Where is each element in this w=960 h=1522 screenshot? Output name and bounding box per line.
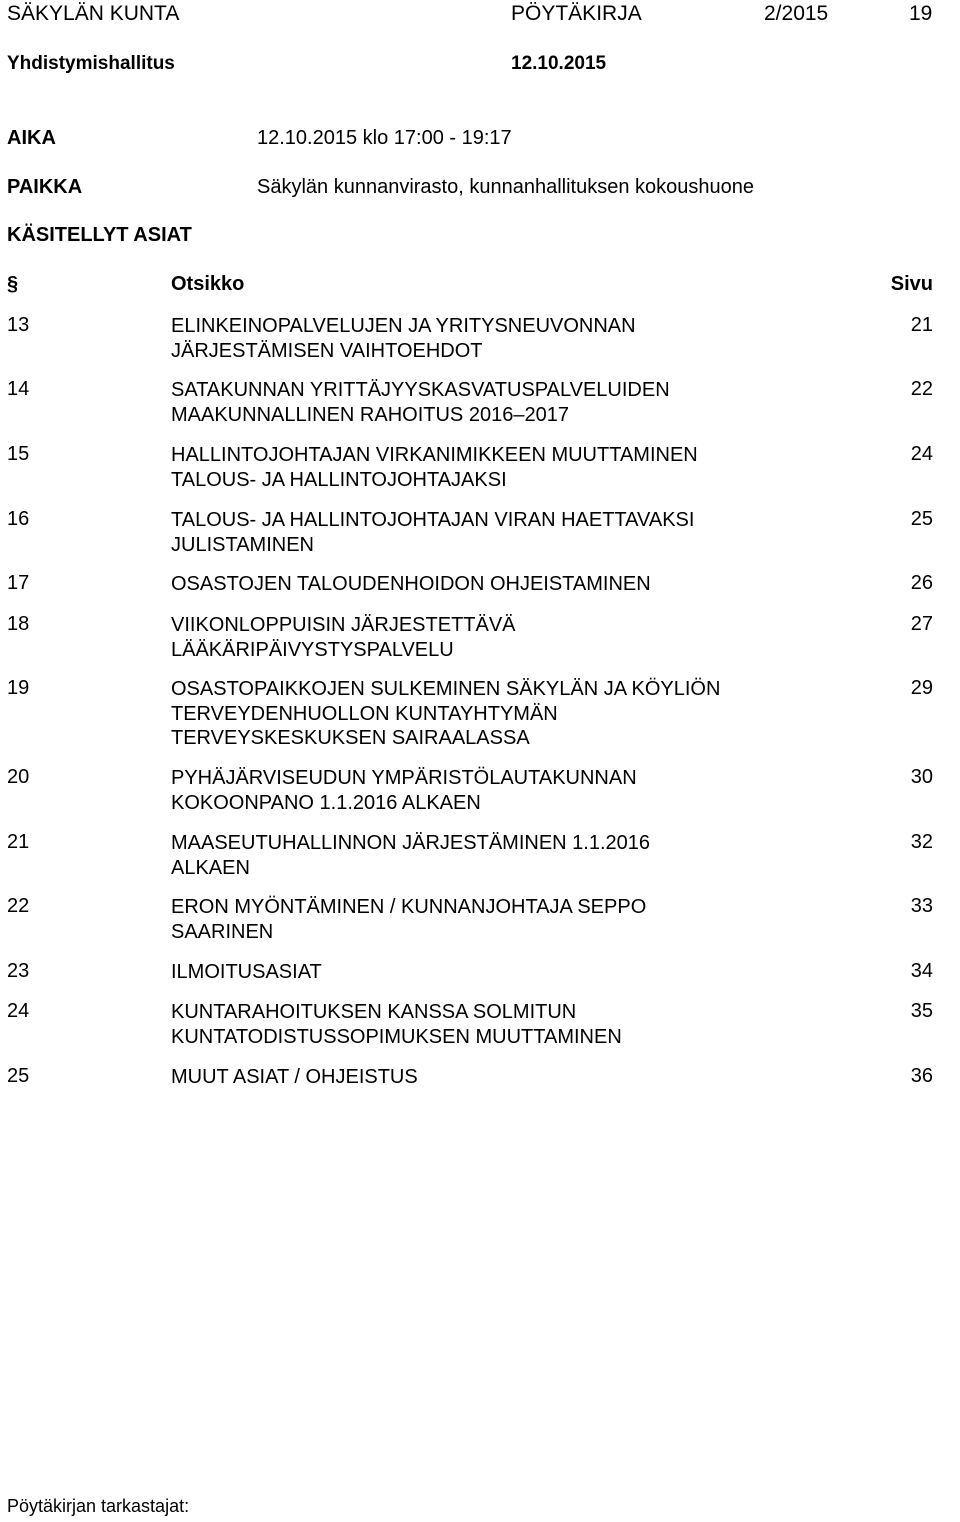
col-header-number: § [7,273,19,295]
row-title: ELINKEINOPALVELUJEN JA YRITYSNEUVONNAN JÄRJESTÄMISEN VAIHTOEHDOT [171,315,636,362]
col-header-title: Otsikko [171,273,245,295]
row-number: 19 [7,677,30,699]
row-number: 17 [7,572,30,594]
row-page: 34 [910,960,933,982]
place-label: PAIKKA [7,176,83,198]
row-page: 27 [910,613,933,635]
col-header-page: Sivu [890,273,933,295]
row-title: PYHÄJÄRVISEUDUN YMPÄRISTÖLAUTAKUNNAN KOKOONPANO 1.1.2016 ALKAEN [171,767,637,814]
row-title: MAASEUTUHALLINNON JÄRJESTÄMINEN 1.1.2016 ALKAEN [171,832,651,879]
header-page-number: 19 [909,2,933,25]
row-page: 25 [910,508,933,530]
row-title: KUNTARAHOITUKSEN KANSSA SOLMITUN KUNTATODISTUSSOPIMUKSEN MUUTTAMINEN [171,1001,622,1048]
header-org: SÄKYLÄN KUNTA [7,2,180,25]
row-page: 26 [910,572,933,594]
row-page: 24 [910,443,933,465]
row-title: OSASTOJEN TALOUDENHOIDON OHJEISTAMINEN [171,573,651,595]
row-title: OSASTOPAIKKOJEN SULKEMINEN SÄKYLÄN JA KÖYLIÖN TERVEYDENHUOLLON KUNTAYHTYMÄN TERVEYSKESKUKSEN SAIRAALASSA [171,678,721,749]
row-page: 29 [910,677,933,699]
header-body: Yhdistymishallitus [7,53,175,74]
row-title: HALLINTOJOHTAJAN VIRKANIMIKKEEN MUUTTAMINEN TALOUS- JA HALLINTOJOHTAJAKSI [171,444,698,491]
row-page: 36 [910,1065,933,1087]
row-number: 24 [7,1000,30,1022]
row-title: ERON MYÖNTÄMINEN / KUNNANJOHTAJA SEPPO SAARINEN [171,896,647,943]
row-page: 21 [910,314,933,336]
section-title: KÄSITELLYT ASIAT [7,224,192,246]
time-label: AIKA [7,127,56,149]
row-title: MUUT ASIAT / OHJEISTUS [171,1066,418,1088]
row-title: ILMOITUSASIAT [171,961,322,983]
row-number: 25 [7,1065,30,1087]
row-page: 22 [910,378,933,400]
row-number: 14 [7,378,30,400]
row-number: 18 [7,613,30,635]
row-number: 22 [7,895,30,917]
time-value: 12.10.2015 klo 17:00 - 19:17 [257,127,512,149]
row-title: TALOUS- JA HALLINTOJOHTAJAN VIRAN HAETTAVAKSI JULISTAMINEN [171,509,695,556]
row-number: 13 [7,314,30,336]
signers-label: Pöytäkirjan tarkastajat: [7,1496,190,1516]
row-number: 23 [7,960,30,982]
header-doc-type: PÖYTÄKIRJA [511,2,642,25]
row-number: 20 [7,766,30,788]
place-value: Säkylän kunnanvirasto, kunnanhallituksen kokoushuone [257,176,755,198]
row-page: 33 [910,895,933,917]
row-number: 21 [7,831,30,853]
header-doc-number: 2/2015 [764,2,829,25]
row-title: SATAKUNNAN YRITTÄJYYSKASVATUSPALVELUIDEN MAAKUNNALLINEN RAHOITUS 2016–2017 [171,379,670,426]
row-number: 16 [7,508,30,530]
row-page: 35 [910,1000,933,1022]
row-title: VIIKONLOPPUISIN JÄRJESTETTÄVÄ LÄÄKÄRIPÄIVYSTYSPALVELU [171,614,516,661]
row-page: 32 [910,831,933,853]
row-page: 30 [910,766,933,788]
row-number: 15 [7,443,30,465]
header-date: 12.10.2015 [511,53,607,74]
